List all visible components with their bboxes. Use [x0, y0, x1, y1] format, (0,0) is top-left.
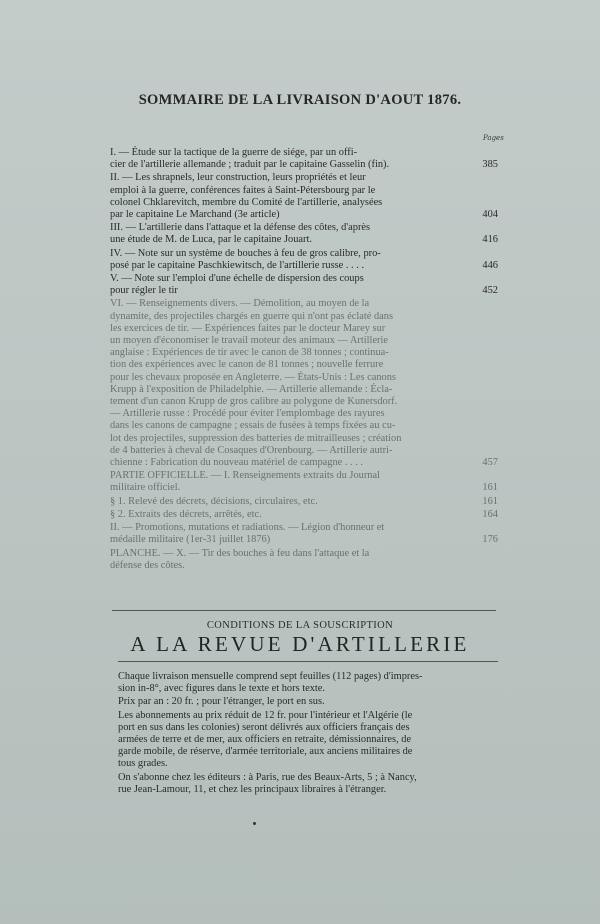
toc-page-number: 161 — [482, 482, 498, 494]
condition-line: tous grades. — [118, 758, 168, 770]
toc-line: VI. — Renseignements divers. — Démolition, au moyen de la — [110, 298, 370, 310]
toc-entry-1 — [110, 147, 498, 171]
conditions-title: CONDITIONS DE LA SOUSCRIPTION — [206, 620, 394, 631]
condition-line: armées de terre et de mer, aux officiers en retraite, démissionnaires, de — [118, 734, 412, 746]
pages-column-label: Pages — [483, 134, 504, 142]
condition-line: sion in-8°, avec figures dans le texte et hors texte. — [118, 683, 325, 695]
toc-line: tement d'un canon Krupp de gros calibre au polygone de Kunersdorf. — [110, 396, 398, 408]
toc-entry-5 — [110, 273, 498, 297]
table-of-contents — [110, 147, 498, 573]
condition-line: Chaque livraison mensuelle comprend sept feuilles (112 pages) d'impres- — [118, 671, 423, 682]
toc-line: militaire officiel. — [110, 482, 181, 494]
toc-line: anglaise : Expériences de tir avec le canon de 38 tonnes ; continua- — [110, 347, 389, 359]
toc-line: emploi à la guerre, conférences faites à Saint-Pétersbourg par le — [110, 184, 376, 196]
toc-line: dynamite, des projectiles chargés en guerre qui n'ont pas éclaté dans — [110, 310, 393, 322]
toc-page-number: 416 — [482, 234, 498, 246]
toc-page-number: 161 — [482, 495, 498, 507]
toc-line: de 4 batteries à cheval de Cosaques d'Orenbourg. — Artillerie autri- — [110, 444, 393, 456]
toc-line: § 2. Extraits des décrets, arrêtés, etc. — [110, 508, 262, 520]
separator-rule — [112, 610, 496, 611]
condition-paragraph — [118, 710, 500, 771]
toc-line: III. — L'artillerie dans l'attaque et la défense des côtes, d'après — [110, 222, 371, 234]
toc-entry-10 — [110, 522, 498, 546]
toc-entry-11 — [110, 548, 498, 572]
toc-line: IV. — Note sur un système de bouches à feu de gros calibre, pro- — [110, 247, 381, 259]
toc-line: par le capitaine Le Marchand (3e article) — [110, 209, 280, 221]
toc-line: I. — Étude sur la tactique de la guerre de siége, par un offi- — [110, 147, 358, 158]
toc-page-number: 404 — [482, 209, 498, 221]
toc-line: Krupp à l'exposition de Philadelphie. — Artillerie allemande : Écla- — [110, 383, 393, 395]
toc-line: PARTIE OFFICIELLE. — I. Renseignements extraits du Journal — [110, 470, 380, 482]
toc-line: un moyen d'économiser le travail moteur des animaux — Artillerie — [110, 335, 389, 347]
toc-line: — Artillerie russe : Procédé pour éviter l'emplombage des rayures — [110, 408, 385, 420]
toc-page-number: 164 — [482, 508, 498, 520]
toc-line: V. — Note sur l'emploi d'une échelle de dispersion des coups — [110, 273, 364, 285]
separator-rule — [118, 661, 498, 662]
condition-paragraph — [118, 671, 500, 695]
toc-line: dans les canons de campagne ; essais de fusées à temps fixées au cu- — [110, 420, 396, 432]
toc-line: cier de l'artillerie allemande ; traduit par le capitaine Gasselin (fin). — [110, 159, 390, 171]
toc-page-number: 176 — [482, 534, 498, 546]
condition-line: rue Jean-Lamour, 11, et chez les principaux libraires à l'étranger. — [118, 783, 387, 795]
toc-entry-6 — [110, 298, 498, 469]
toc-line: § 1. Relevé des décrets, décisions, circulaires, etc. — [110, 495, 318, 507]
toc-page-number: 457 — [482, 457, 498, 469]
toc-line: chienne : Fabrication du nouveau matériel de campagne . . . . — [110, 457, 364, 469]
toc-page-number: 446 — [482, 259, 498, 271]
condition-line: On s'abonne chez les éditeurs : à Paris, rue des Beaux-Arts, 5 ; à Nancy, — [118, 771, 417, 783]
toc-line: posé par le capitaine Paschkiewitsch, de l'artillerie russe . . . . — [110, 259, 365, 271]
subscription-conditions — [118, 671, 500, 797]
toc-entry-9 — [110, 509, 498, 521]
toc-page-number: 385 — [482, 159, 498, 171]
condition-paragraph — [118, 696, 500, 708]
toc-entry-3 — [110, 222, 498, 246]
revue-title: A LA REVUE D'ARTILLERIE — [130, 632, 470, 656]
toc-line: II. — Promotions, mutations et radiations. — Légion d'honneur et — [110, 522, 385, 534]
toc-line: colonel Chklarevitch, membre du Comité de l'artillerie, analysées — [110, 196, 383, 208]
toc-page-number: 452 — [482, 285, 498, 297]
toc-entry-7 — [110, 470, 498, 494]
condition-line: Les abonnements au prix réduit de 12 fr. pour l'intérieur et l'Algérie (le — [118, 709, 413, 721]
toc-line: une étude de M. de Luca, par le capitaine Jouart. — [110, 234, 312, 246]
condition-line: port en sus dans les colonies) seront délivrés aux officiers français des — [118, 721, 410, 733]
toc-line: pour les chevaux proposée en Angleterre. — États-Unis : Les canons — [110, 371, 396, 383]
toc-line: lot des projectiles, suppression des batteries de mitrailleuses ; création — [110, 432, 402, 444]
toc-line: II. — Les shrapnels, leur construction, leurs propriétés et leur — [110, 172, 366, 184]
toc-line: médaille militaire (1er-31 juillet 1876) — [110, 534, 271, 546]
summary-title: SOMMAIRE DE LA LIVRAISON D'AOUT 1876. — [138, 92, 462, 108]
toc-line: les exercices de tir. — Expériences faites par le docteur Marey sur — [110, 322, 386, 334]
toc-entry-2 — [110, 172, 498, 221]
toc-entry-8 — [110, 496, 498, 508]
toc-line: défense des côtes. — [110, 559, 185, 571]
condition-line: garde mobile, de réserve, d'armée territoriale, aux anciens militaires de — [118, 746, 413, 758]
toc-line: pour régler le tir — [110, 285, 178, 297]
toc-line: PLANCHE. — X. — Tir des bouches à feu dans l'attaque et la — [110, 547, 370, 559]
toc-entry-4 — [110, 248, 498, 272]
condition-paragraph — [118, 772, 500, 796]
toc-line: tion des expériences avec le canon de 81 tonnes ; nouvelle ferrure — [110, 359, 384, 371]
ink-dot — [253, 822, 256, 825]
condition-line: Prix par an : 20 fr. ; pour l'étranger, le port en sus. — [118, 696, 325, 708]
